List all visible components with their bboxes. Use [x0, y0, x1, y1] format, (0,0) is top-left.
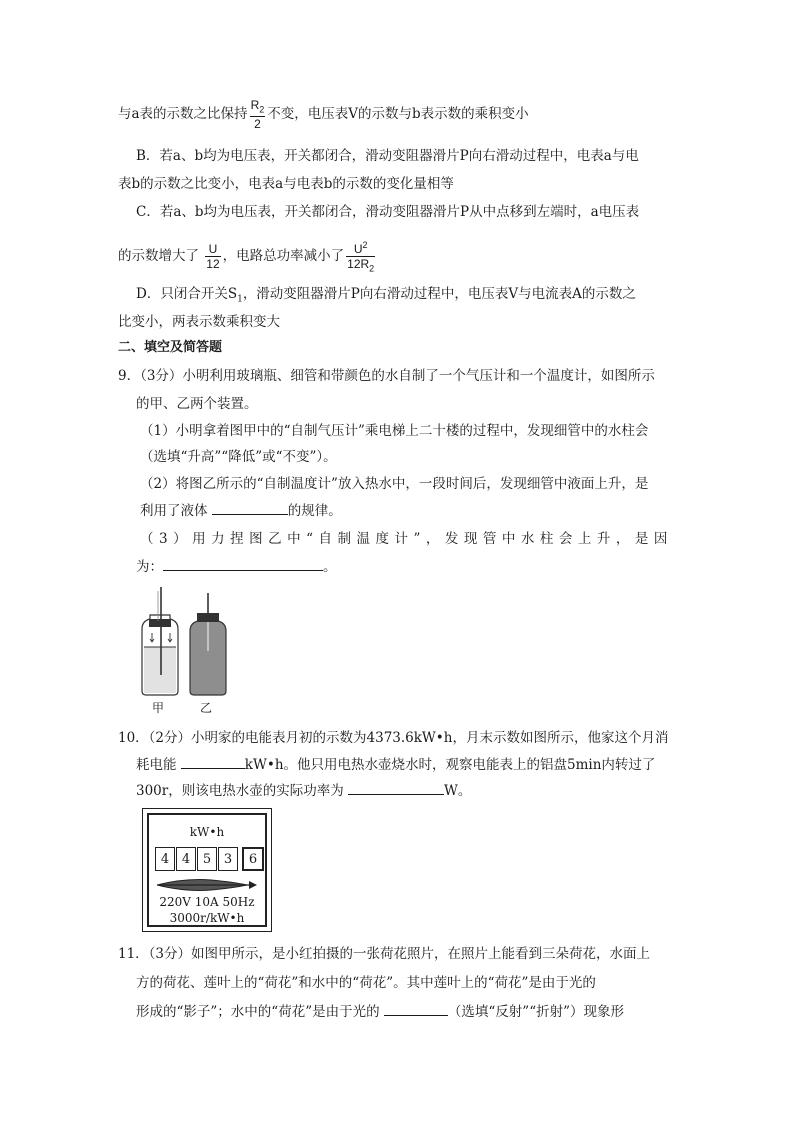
- q9-part2-text-pre: 利用了液体: [140, 503, 208, 519]
- barometer-bottle-jia: [142, 587, 178, 695]
- q9-part3-line2: [136, 556, 337, 577]
- q8-option-a-line: [118, 98, 529, 131]
- q8-c-frac2-den-sub: 2: [369, 263, 375, 274]
- meter-digit: 4: [155, 847, 175, 871]
- q9-part3-answer-blank[interactable]: [163, 556, 323, 571]
- q11-stem-line2: 方的荷花、莲叶上的“荷花”和水中的“荷花”。其中莲叶上的“荷花”是由于光的: [136, 975, 596, 991]
- meter-spec-label: 220V 10A 50Hz: [159, 895, 255, 909]
- thermometer-bottle-yi: [190, 593, 226, 695]
- meter-decimal-digit: 6: [242, 847, 264, 871]
- q8-option-c-line1: C．若a、b均为电压表，开关都闭合，滑动变阻器滑片P从中点移到左端时，a电压表: [136, 204, 640, 220]
- q8-option-c-line2: [118, 238, 377, 275]
- q8-option-b-line1: B．若a、b均为电压表，开关都闭合，滑动变阻器滑片P向右滑动过程中，电表a与电: [136, 148, 639, 164]
- q11-text-post: （选填“反射”“折射”）现象形: [447, 1004, 625, 1020]
- energy-meter-panel: [147, 813, 267, 927]
- q8-option-d-line2: 比变小，两表示数乘积变大: [118, 314, 280, 330]
- q9-part2-answer-blank[interactable]: [212, 500, 288, 515]
- q11-stem-line3: [136, 1001, 624, 1022]
- q9-figure-label-jia: 甲: [152, 701, 165, 715]
- q9-figure-label-yi: 乙: [200, 701, 213, 715]
- q9-bottles-figure: [130, 585, 250, 697]
- aluminum-disc-icon: [155, 877, 259, 893]
- q11-text-pre: 形成的“影子”；水中的“荷花”是由于光的: [136, 1004, 380, 1020]
- q8-a-frac-den: 2: [254, 117, 261, 132]
- q8-a-fraction: [250, 98, 266, 131]
- q11-stem-line1: 11．（3分）如图甲所示，是小红拍摄的一张荷花照片，在照片上能看到三朵荷花，水面上: [118, 946, 651, 962]
- q9-part3-text-post: 。: [323, 559, 337, 575]
- q10-text-post: kW•h。他只用电热水壶烧水时，观察电能表上的铝盘5min内转过了: [244, 757, 656, 773]
- q8-option-d-line1: [136, 284, 636, 310]
- q8-d-sub: 1: [237, 294, 243, 305]
- q8-a-text-post: 不变，电压表V的示数与b表示数的乘积变小: [267, 106, 529, 123]
- meter-unit-label: kW•h: [189, 825, 225, 839]
- q8-a-frac-num-sub: 2: [259, 104, 265, 115]
- q10-stem-line2: [136, 754, 655, 775]
- q8-c-text-pre: 的示数增大了: [118, 248, 199, 265]
- q8-c-fraction1: [205, 242, 220, 271]
- meter-rate-label: 3000r/kW•h: [169, 911, 245, 925]
- q10-line3-text-pre: 300r，则该电热水壶的实际功率为: [136, 783, 344, 799]
- q10-line3-text-post: W。: [444, 783, 472, 799]
- q10-energy-answer-blank[interactable]: [181, 754, 245, 769]
- q9-stem-line2: 的甲、乙两个装置。: [136, 396, 258, 412]
- q9-part1-line1: （1）小明拿着图甲中的“自制气压计”乘电梯上二十楼的过程中，发现细管中的水柱会: [140, 423, 649, 439]
- q8-c-frac1-den: 12: [206, 257, 220, 272]
- q8-c-frac1-num: U: [205, 242, 220, 257]
- section-heading: 二、填空及简答题: [118, 340, 223, 355]
- q8-c-frac2-num-sup: 2: [362, 240, 368, 250]
- q8-c-frac2-num: U: [353, 242, 363, 256]
- q9-part1-line2: （选填“升高”“降低”或“不变”）。: [140, 449, 337, 465]
- q9-part2-line2: [140, 500, 342, 521]
- q8-a-text-pre: 与a表的示数之比保持: [118, 106, 248, 123]
- q9-part2-line1: （2）将图乙所示的“自制温度计”放入热水中，一段时间后，发现细管中液面上升，是: [140, 476, 649, 492]
- q8-c-frac2-den: 12R: [347, 257, 370, 271]
- q11-answer-blank[interactable]: [384, 1001, 448, 1016]
- q8-a-frac-num: R: [250, 98, 260, 112]
- q10-stem-line3: [136, 780, 471, 801]
- meter-digit: 3: [218, 847, 238, 871]
- q10-stem-line1: 10．（2分）小明家的电能表月初的示数为4373.6kW•h，月末示数如图所示，他家这个月消: [118, 730, 669, 746]
- meter-digit-row: [155, 847, 265, 871]
- meter-digit: 4: [176, 847, 196, 871]
- q8-option-b-line2: 表b的示数之比变小，电表a与电表b的示数的变化量相等: [118, 176, 454, 192]
- q9-part2-text-post: 的规律。: [287, 503, 342, 519]
- q10-power-answer-blank[interactable]: [348, 780, 444, 795]
- q8-d-text-post: ，滑动变阻器滑片P向右滑动过程中，电压表V与电流表A的示数之: [242, 286, 636, 302]
- q9-stem-line1: 9．（3分）小明利用玻璃瓶、细管和带颜色的水自制了一个气压计和一个温度计，如图所示: [118, 368, 655, 384]
- q8-c-text-mid: ，电路总功率减小了: [222, 248, 345, 265]
- q8-c-fraction2: [346, 238, 375, 275]
- q10-text-pre: 耗电能: [136, 757, 177, 773]
- meter-digit: 5: [197, 847, 217, 871]
- q8-d-text-pre: D．只闭合开关S: [136, 286, 238, 302]
- energy-meter-figure: [142, 808, 272, 932]
- q9-part3-line1: （3）用力捏图乙中“自制温度计”，发现管中水柱会上升，是因: [140, 531, 673, 547]
- q9-part3-text-pre: 为：: [136, 559, 163, 575]
